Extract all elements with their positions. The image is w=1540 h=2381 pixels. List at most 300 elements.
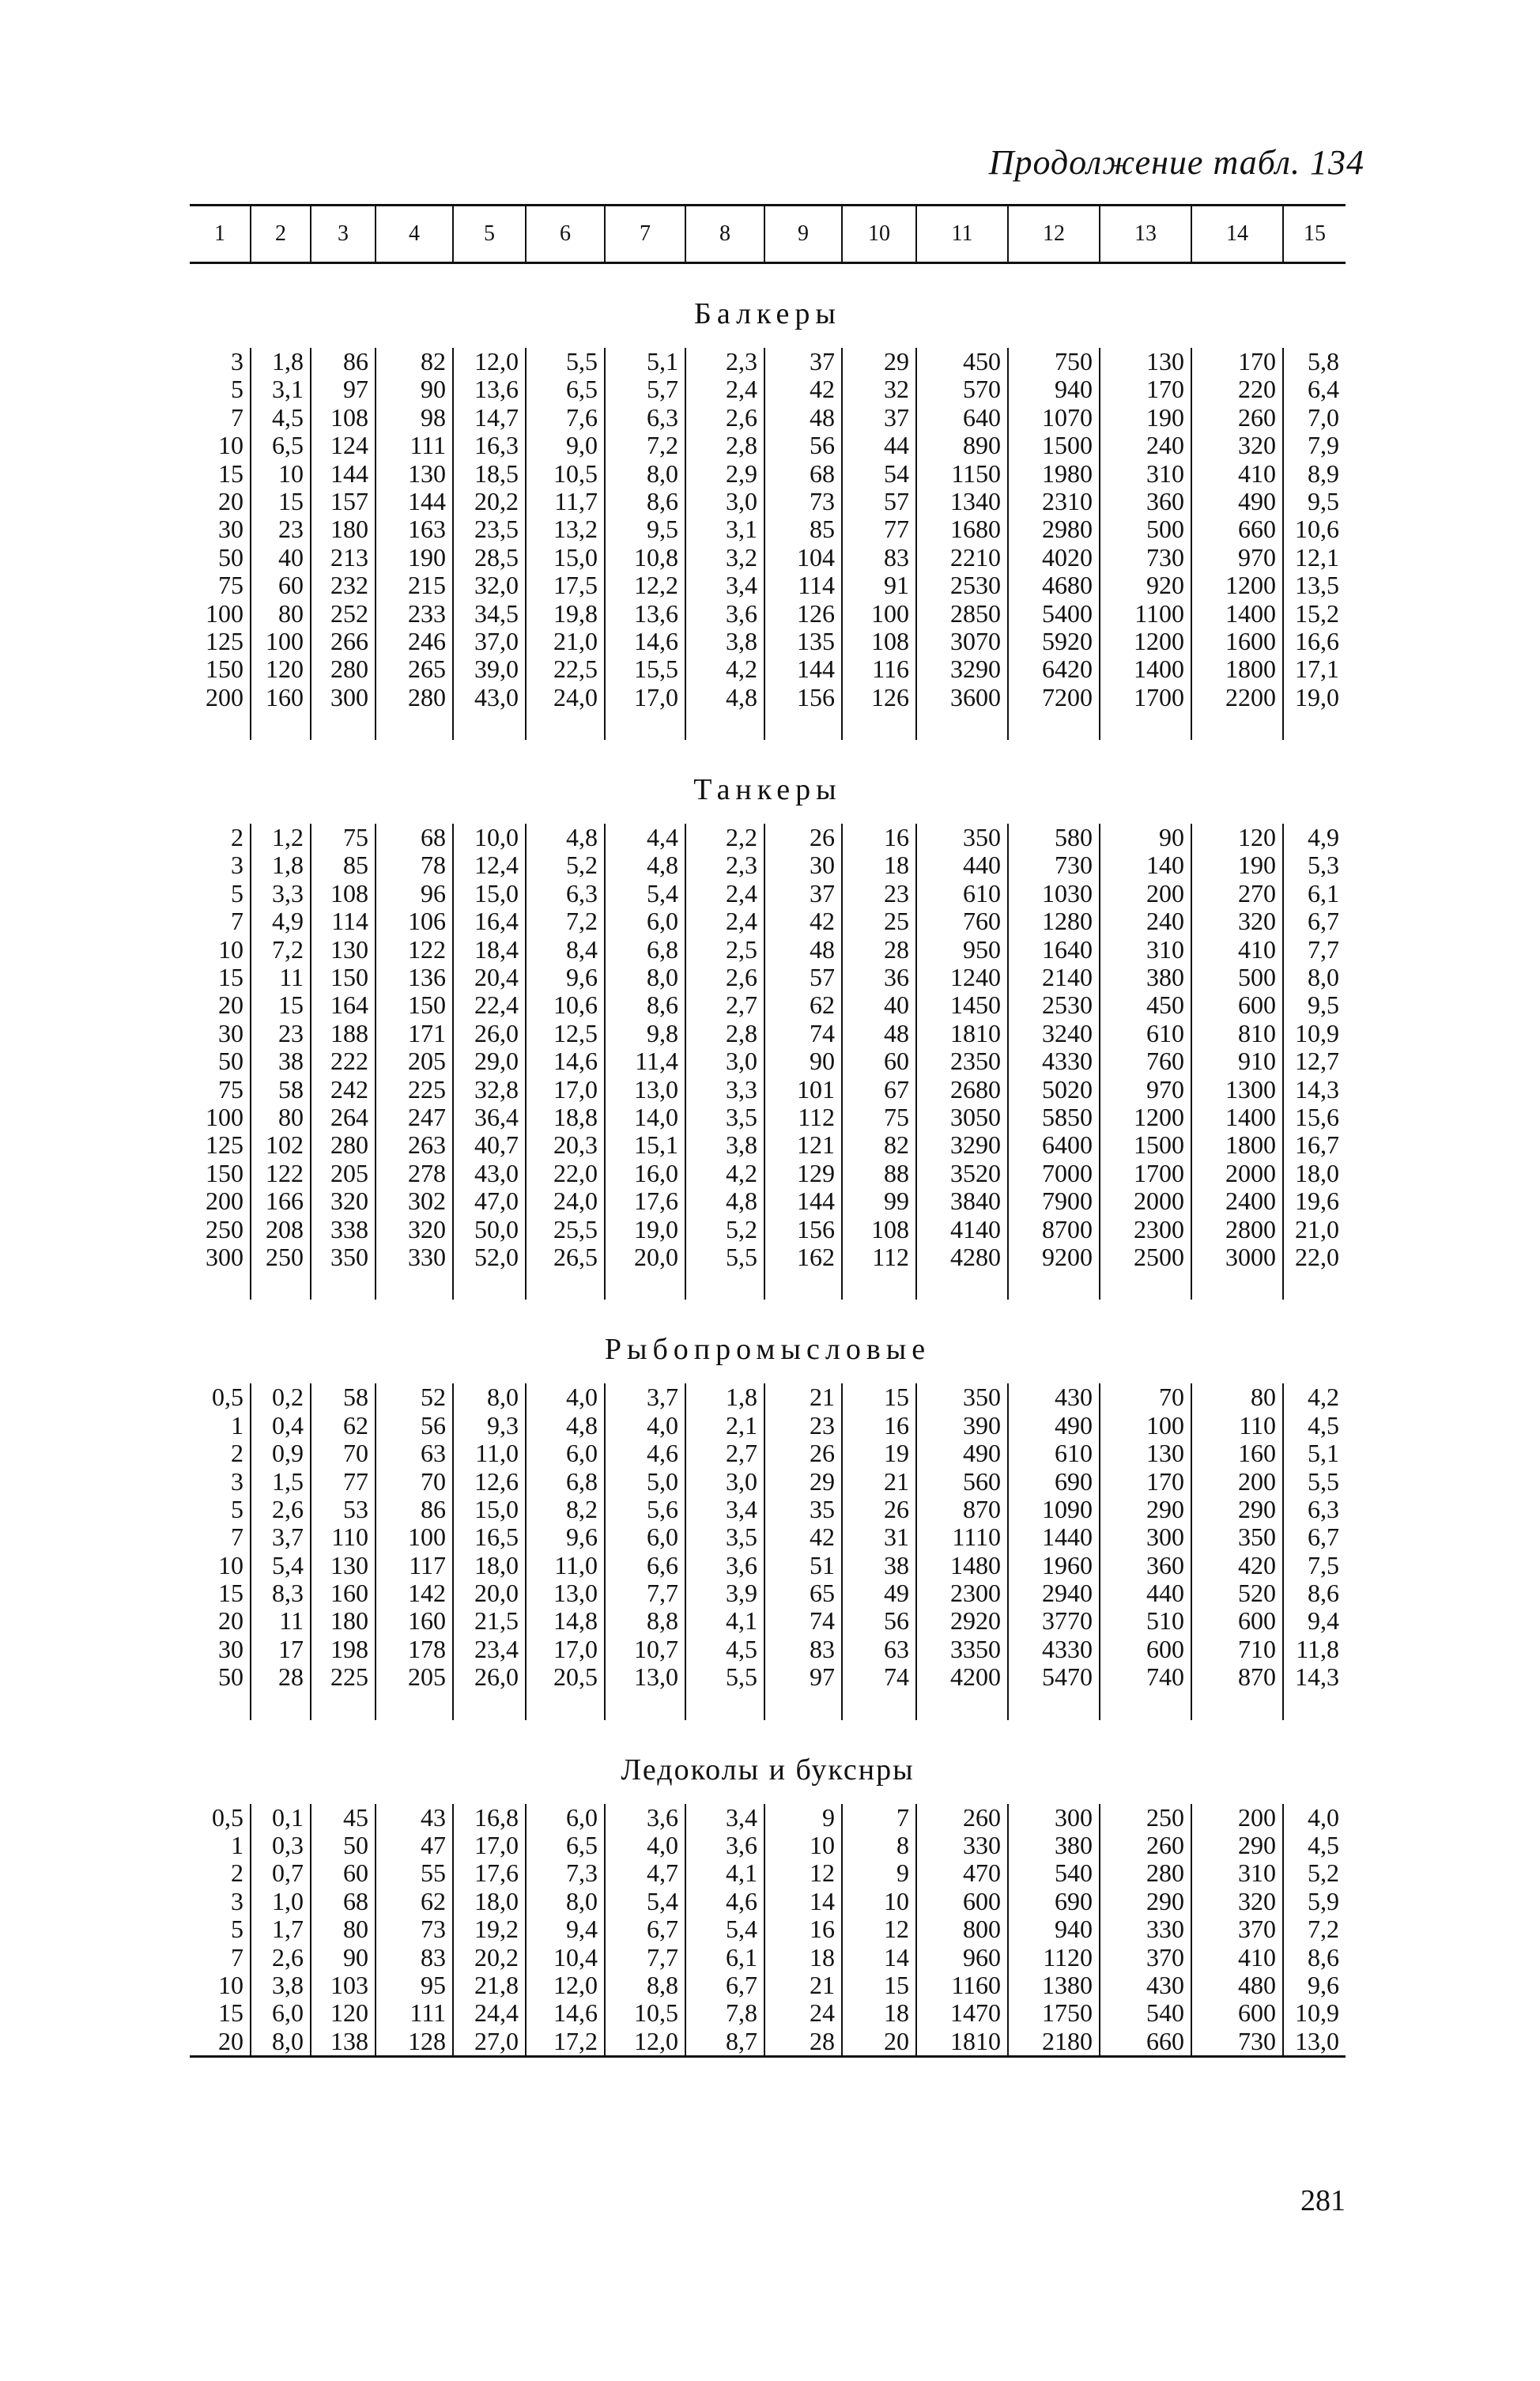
column-header: 15 (1304, 221, 1326, 246)
table-cell: 17,0 (634, 682, 678, 711)
table-cell: 17,6 (474, 1858, 519, 1888)
table-cell: 83 (884, 542, 909, 572)
table-cell: 890 (963, 431, 1001, 460)
table-cell: 23,5 (474, 515, 519, 544)
table-column (1284, 348, 1346, 740)
table-cell: 37 (810, 878, 835, 907)
table-cell: 14,6 (553, 1047, 598, 1076)
table-cell: 48 (810, 934, 835, 964)
table-cell: 4,2 (726, 1158, 757, 1187)
table-cell: 74 (810, 1606, 835, 1636)
table-cell: 13,0 (634, 1074, 678, 1104)
table-cell: 12,1 (1295, 542, 1339, 572)
table-cell: 144 (797, 1187, 835, 1216)
table-cell: 6,3 (566, 878, 598, 907)
table-cell: 2400 (1225, 1187, 1276, 1216)
table-column (190, 348, 251, 740)
table-cell: 90 (810, 1047, 835, 1076)
table-cell: 12,0 (474, 347, 519, 375)
table-cell: 190 (1238, 851, 1276, 880)
table-cell: 130 (1146, 1439, 1184, 1468)
table-cell: 310 (1146, 934, 1184, 964)
table-cell: 12,6 (474, 1466, 519, 1496)
table-cell: 3,0 (726, 1466, 757, 1496)
table-cell: 5,2 (566, 851, 598, 880)
table-cell: 160 (1238, 1439, 1276, 1468)
table-cell: 246 (408, 626, 446, 655)
table-cell: 11 (279, 963, 304, 992)
table-cell: 6,7 (1308, 1523, 1339, 1552)
table-cell: 10,4 (553, 1942, 598, 1972)
table-cell: 1810 (950, 1018, 1001, 1047)
column-header: 10 (843, 206, 917, 262)
table-cell: 21 (884, 1466, 909, 1496)
table-cell: 3,6 (647, 1802, 678, 1832)
table-cell: 14,3 (1295, 1662, 1339, 1692)
section-block (190, 1804, 1346, 2056)
table-column (1284, 824, 1346, 1300)
table-cell: 3,4 (726, 1802, 757, 1832)
table-cell: 960 (963, 1942, 1001, 1972)
table-cell: 23 (278, 515, 304, 544)
table-cell: 135 (797, 626, 835, 655)
table-cell: 690 (1055, 1886, 1093, 1915)
table-cell: 128 (408, 2026, 446, 2055)
table-cell: 85 (810, 515, 835, 544)
table-cell: 1500 (1134, 1130, 1184, 1160)
table-cell: 51 (810, 1550, 835, 1579)
table-cell: 75 (884, 1102, 909, 1131)
table-cell: 0,7 (272, 1858, 304, 1888)
table-cell: 9200 (1042, 1242, 1093, 1271)
table-cell: 27,0 (474, 2026, 519, 2055)
table-cell: 36,4 (474, 1102, 519, 1131)
column-header: 8 (686, 206, 765, 262)
table-cell: 5,2 (726, 1214, 757, 1243)
table-cell: 37,0 (474, 626, 519, 655)
table-cell: 7,7 (647, 1942, 678, 1972)
table-cell: 8,8 (647, 1970, 678, 1999)
table-column (686, 1804, 765, 2056)
table-cell: 38 (884, 1550, 909, 1579)
table-cell: 10,5 (553, 458, 598, 488)
table-cell: 5,9 (1308, 1886, 1339, 1915)
table-cell: 190 (408, 542, 446, 572)
table-column (1192, 1804, 1284, 2056)
table-cell: 7,2 (566, 907, 598, 936)
table-cell: 300 (1146, 1523, 1184, 1552)
table-cell: 75 (218, 571, 243, 600)
table-cell: 5,4 (647, 878, 678, 907)
table-cell: 3350 (950, 1634, 1001, 1663)
table-cell: 1070 (1042, 402, 1093, 432)
table-cell: 162 (797, 1242, 835, 1271)
table-cell: 90 (421, 375, 446, 404)
table-cell: 99 (884, 1187, 909, 1216)
table-cell: 26 (810, 823, 835, 852)
table-cell: 2000 (1225, 1158, 1276, 1187)
table-column (765, 1383, 843, 1719)
table-cell: 4,0 (1308, 1802, 1339, 1832)
table-cell: 600 (1238, 1998, 1276, 2028)
table-cell: 5,3 (1308, 851, 1339, 880)
table-cell: 240 (1146, 431, 1184, 460)
table-cell: 70 (421, 1466, 446, 1496)
table-cell: 320 (1238, 1886, 1276, 1915)
table-cell: 3,5 (726, 1523, 757, 1552)
table-cell: 320 (408, 1214, 446, 1243)
table-cell: 290 (1146, 1494, 1184, 1523)
table-cell: 100 (871, 598, 909, 628)
table-cell: 25 (884, 907, 909, 936)
table-cell: 80 (343, 1915, 368, 1944)
table-cell: 6,0 (647, 907, 678, 936)
table-cell: 110 (1239, 1410, 1276, 1440)
table-cell: 1090 (1042, 1494, 1093, 1523)
table-cell: 20,5 (553, 1662, 598, 1692)
table-cell: 5400 (1042, 598, 1093, 628)
table-cell: 10,0 (474, 823, 519, 852)
table-cell: 330 (963, 1831, 1001, 1860)
section-title: Рыбопромысловые (604, 1333, 931, 1367)
table-cell: 1440 (1042, 1523, 1093, 1552)
table-cell: 98 (421, 402, 446, 432)
table-cell: 5020 (1042, 1074, 1093, 1104)
table-cell: 26 (810, 1439, 835, 1468)
table-cell: 140 (1146, 851, 1184, 880)
table-cell: 870 (1238, 1662, 1276, 1692)
table-cell: 470 (963, 1858, 1001, 1888)
table-cell: 6,6 (647, 1550, 678, 1579)
table-cell: 222 (330, 1047, 368, 1076)
table-cell: 640 (963, 402, 1001, 432)
table-column (454, 1383, 527, 1719)
table-cell: 5,2 (1308, 1858, 1339, 1888)
table-cell: 17,0 (474, 1831, 519, 1860)
table-cell: 310 (1238, 1858, 1276, 1888)
table-cell: 18,0 (474, 1550, 519, 1579)
table-cell: 2 (231, 1858, 243, 1888)
table-cell: 500 (1238, 963, 1276, 992)
table-cell: 1030 (1042, 878, 1093, 907)
table-cell: 310 (1146, 458, 1184, 488)
table-cell: 44 (884, 431, 909, 460)
table-cell: 16 (810, 1915, 835, 1944)
table-cell: 4,9 (1308, 823, 1339, 852)
table-cell: 300 (330, 682, 368, 711)
table-cell: 9,5 (1308, 486, 1339, 515)
table-cell: 11,4 (635, 1047, 678, 1076)
table-column (454, 824, 527, 1300)
table-cell: 940 (1055, 375, 1093, 404)
table-cell: 19,6 (1295, 1187, 1339, 1216)
table-cell: 7 (231, 907, 243, 936)
table-cell: 1800 (1225, 655, 1276, 684)
table-cell: 6,1 (726, 1942, 757, 1972)
table-cell: 330 (408, 1242, 446, 1271)
table-cell: 1200 (1134, 626, 1184, 655)
table-cell: 4280 (950, 1242, 1001, 1271)
table-cell: 20,4 (474, 963, 519, 992)
table-cell: 1300 (1225, 1074, 1276, 1104)
table-cell: 12,4 (474, 851, 519, 880)
table-cell: 1 (231, 1831, 243, 1860)
table-cell: 4,6 (726, 1886, 757, 1915)
table-column (917, 348, 1009, 740)
table-cell: 22,4 (474, 991, 519, 1020)
table-cell: 360 (1146, 1550, 1184, 1579)
table-cell: 24,0 (553, 682, 598, 711)
table-cell: 480 (1238, 1970, 1276, 1999)
table-cell: 730 (1238, 2026, 1276, 2055)
column-header: 12 (1009, 206, 1100, 262)
table-cell: 3,2 (726, 542, 757, 572)
table-cell: 130 (330, 934, 368, 964)
table-cell: 5 (231, 1494, 243, 1523)
table-column (190, 824, 251, 1300)
table-cell: 250 (206, 1214, 243, 1243)
table-cell: 2,4 (726, 878, 757, 907)
table-cell: 6,0 (566, 1802, 598, 1832)
table-column (765, 1804, 843, 2056)
table-cell: 97 (810, 1662, 835, 1692)
table-cell: 1810 (950, 2026, 1001, 2055)
table-cell: 2300 (950, 1579, 1001, 1608)
table-column (454, 348, 527, 740)
table-cell: 19,0 (1295, 682, 1339, 711)
table-cell: 3,6 (726, 1550, 757, 1579)
table-cell: 1,5 (272, 1466, 304, 1496)
table-cell: 4,4 (647, 823, 678, 852)
table-cell: 16,8 (474, 1802, 519, 1832)
table-cell: 6420 (1042, 655, 1093, 684)
table-cell: 3 (231, 851, 243, 880)
table-header-row (190, 206, 1346, 264)
table-cell: 7,3 (566, 1858, 598, 1888)
table-cell: 13,0 (1295, 2026, 1339, 2055)
table-cell: 10,6 (553, 991, 598, 1020)
table-column (527, 1383, 606, 1719)
table-cell: 3070 (950, 626, 1001, 655)
table-cell: 10,8 (634, 542, 678, 572)
table-cell: 2180 (1042, 2026, 1093, 2055)
table-cell: 8,7 (726, 2026, 757, 2055)
table-cell: 68 (810, 458, 835, 488)
table-cell: 2800 (1225, 1214, 1276, 1243)
table-cell: 1700 (1134, 1158, 1184, 1187)
table-cell: 12,7 (1295, 1047, 1339, 1076)
table-cell: 90 (1159, 823, 1184, 852)
table-cell: 3,0 (726, 1047, 757, 1076)
table-cell: 2310 (1042, 486, 1093, 515)
table-cell: 264 (330, 1102, 368, 1131)
table-cell: 390 (963, 1410, 1001, 1440)
table-cell: 2,9 (726, 458, 757, 488)
table-column (1192, 348, 1284, 740)
table-cell: 21 (810, 1383, 835, 1412)
table-cell: 200 (1238, 1802, 1276, 1832)
table-cell: 205 (408, 1662, 446, 1692)
table-cell: 28,5 (474, 542, 519, 572)
table-cell: 8,0 (272, 2026, 304, 2055)
table-cell: 60 (278, 571, 304, 600)
table-cell: 178 (408, 1634, 446, 1663)
table-cell: 0,4 (272, 1410, 304, 1440)
table-cell: 3,7 (272, 1523, 304, 1552)
table-cell: 116 (872, 655, 909, 684)
table-cell: 2200 (1225, 682, 1276, 711)
table-cell: 13,5 (1295, 571, 1339, 600)
table-cell: 86 (421, 1494, 446, 1523)
section-block (190, 1383, 1346, 1719)
table-cell: 7,2 (647, 431, 678, 460)
table-cell: 54 (884, 458, 909, 488)
table-cell: 40,7 (474, 1130, 519, 1160)
table-cell: 15,1 (634, 1130, 678, 1160)
table-cell: 2,7 (726, 1439, 757, 1468)
table-cell: 122 (408, 934, 446, 964)
table-cell: 30 (218, 1018, 243, 1047)
table-cell: 170 (1146, 1466, 1184, 1496)
table-cell: 170 (1238, 347, 1276, 375)
table-column (917, 1804, 1009, 2056)
table-cell: 1,7 (272, 1915, 304, 1944)
table-cell: 21,0 (1295, 1214, 1339, 1243)
table-cell: 750 (1055, 347, 1093, 375)
table-cell: 164 (330, 991, 368, 1020)
table-cell: 60 (343, 1858, 368, 1888)
table-cell: 260 (1238, 402, 1276, 432)
table-cell: 4,5 (1308, 1410, 1339, 1440)
table-cell: 73 (421, 1915, 446, 1944)
table-cell: 108 (871, 1214, 909, 1243)
table-cell: 5,4 (726, 1915, 757, 1944)
table-cell: 13,6 (634, 598, 678, 628)
table-cell: 12,2 (634, 571, 678, 600)
table-cell: 13,6 (474, 375, 519, 404)
table-cell: 20,0 (634, 1242, 678, 1271)
table-cell: 2920 (950, 1606, 1001, 1636)
table-cell: 610 (1146, 1018, 1184, 1047)
table-cell: 500 (1146, 515, 1184, 544)
table-cell: 10 (218, 1970, 243, 1999)
column-header: 9 (765, 206, 843, 262)
table-cell: 14,3 (1295, 1074, 1339, 1104)
table-cell: 6,0 (647, 1523, 678, 1552)
table-cell: 12,0 (553, 1970, 598, 1999)
table-cell: 1680 (950, 515, 1001, 544)
table-cell: 14,8 (553, 1606, 598, 1636)
table-cell: 130 (408, 458, 446, 488)
table-cell: 8,6 (647, 486, 678, 515)
table-cell: 420 (1238, 1550, 1276, 1579)
table-column (1100, 824, 1192, 1300)
table-cell: 163 (408, 515, 446, 544)
table-cell: 17 (278, 1634, 304, 1663)
table-column (376, 348, 454, 740)
table-cell: 242 (330, 1074, 368, 1104)
table-cell: 7900 (1042, 1187, 1093, 1216)
table-cell: 100 (266, 626, 304, 655)
table-cell: 8,6 (1308, 1579, 1339, 1608)
table-cell: 3,9 (726, 1579, 757, 1608)
table-column (527, 824, 606, 1300)
table-cell: 1200 (1225, 571, 1276, 600)
table-cell: 156 (797, 682, 835, 711)
table-cell: 410 (1238, 1942, 1276, 1972)
table-cell: 19 (884, 1439, 909, 1468)
table-cell: 12 (810, 1858, 835, 1888)
table-cell: 1120 (1043, 1942, 1093, 1972)
table-cell: 90 (343, 1942, 368, 1972)
table-cell: 1800 (1225, 1130, 1276, 1160)
table-cell: 7,6 (566, 402, 598, 432)
table-cell: 30 (218, 1634, 243, 1663)
table-cell: 250 (1146, 1802, 1184, 1832)
table-cell: 1380 (1042, 1970, 1093, 1999)
table-cell: 55 (421, 1858, 446, 1888)
table-cell: 3,3 (726, 1074, 757, 1104)
table-cell: 17,0 (553, 1634, 598, 1663)
table-cell: 8,0 (647, 458, 678, 488)
table-cell: 1,8 (272, 851, 304, 880)
table-cell: 121 (797, 1130, 835, 1160)
table-cell: 9,4 (566, 1915, 598, 1944)
table-cell: 86 (343, 347, 368, 375)
table-cell: 42 (810, 375, 835, 404)
table-cell: 18,8 (553, 1102, 598, 1131)
table-cell: 120 (330, 1998, 368, 2028)
table-cell: 16,0 (634, 1158, 678, 1187)
table-cell: 2530 (1042, 991, 1093, 1020)
table-cell: 2500 (1134, 1242, 1184, 1271)
table-column (1100, 1804, 1192, 2056)
table-cell: 940 (1055, 1915, 1093, 1944)
table-cell: 205 (408, 1047, 446, 1076)
table-cell: 1110 (952, 1523, 1001, 1552)
table-cell: 4,6 (647, 1439, 678, 1468)
table-cell: 6,7 (647, 1915, 678, 1944)
table-column (251, 1383, 311, 1719)
table-cell: 108 (871, 626, 909, 655)
table-cell: 18 (810, 1942, 835, 1972)
table-cell: 50 (343, 1831, 368, 1860)
table-cell: 160 (266, 682, 304, 711)
table-cell: 0,3 (272, 1831, 304, 1860)
table-cell: 104 (797, 542, 835, 572)
table-cell: 4,5 (1308, 1831, 1339, 1860)
table-cell: 5,5 (1308, 1466, 1339, 1496)
table-column (527, 1804, 606, 2056)
table-column (686, 1383, 765, 1719)
table-cell: 1700 (1134, 682, 1184, 711)
table-cell: 32,8 (474, 1074, 519, 1104)
table-cell: 19,2 (474, 1915, 519, 1944)
table-column (1284, 1383, 1346, 1719)
table-cell: 760 (963, 907, 1001, 936)
table-cell: 1160 (951, 1970, 1001, 1999)
table-cell: 247 (408, 1102, 446, 1131)
table-cell: 250 (266, 1242, 304, 1271)
section-block (190, 824, 1346, 1300)
table-column (1009, 824, 1100, 1300)
table-cell: 4,8 (726, 1187, 757, 1216)
table-cell: 29 (884, 347, 909, 375)
table-cell: 300 (1055, 1802, 1093, 1832)
table-cell: 10 (810, 1831, 835, 1860)
table-cell: 10 (278, 458, 304, 488)
table-cell: 8,6 (647, 991, 678, 1020)
